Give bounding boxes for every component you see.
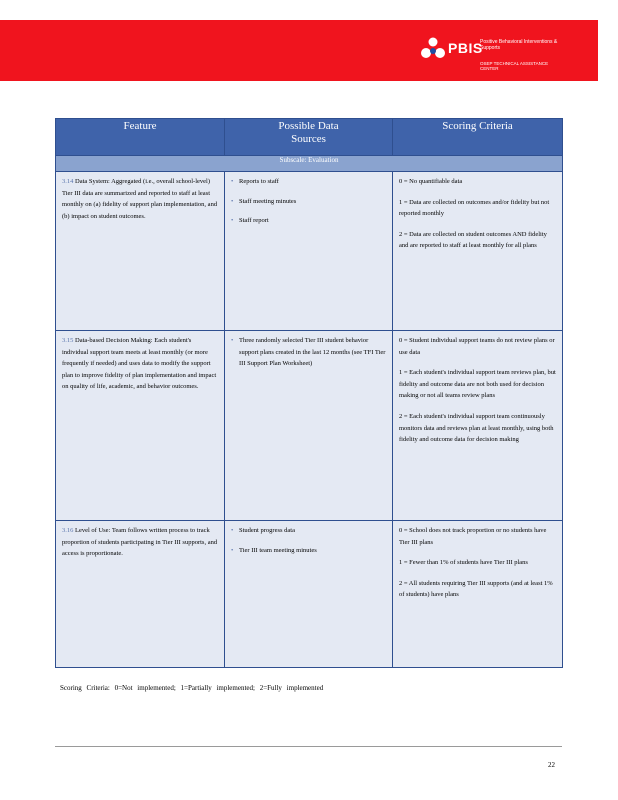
- pbis-logo: [420, 36, 565, 71]
- column-header-data-sources: Possible Data Sources: [225, 119, 393, 156]
- data-sources-cell: [225, 331, 393, 521]
- list-item: • Staff report: [231, 215, 386, 227]
- pbis-people-icon: [420, 36, 446, 62]
- scoring-criteria-cell: [393, 172, 563, 331]
- bullet-icon: •: [231, 337, 234, 344]
- table-row: [56, 331, 563, 521]
- item-number: 3.14: [62, 178, 74, 185]
- list-item: • Staff meeting minutes: [231, 196, 386, 208]
- page-number: 22: [548, 761, 555, 769]
- criterion-2: 2 = All students requiring Tier III supports (and at least 1% of students) have plans: [399, 579, 553, 599]
- scoring-legend: Scoring Criteria: 0=Not implemented; 1=Partially implemented; 2=Fully implemented: [60, 684, 324, 692]
- subscale-label: Subscale: Evaluation: [56, 156, 563, 172]
- bullet-icon: •: [231, 546, 234, 554]
- feature-text: Level of Use: Team follows written process to track proportion of students participating in Tier III supports, and access is proportionate.: [62, 527, 218, 558]
- list-item: • Three randomly selected Tier III student behavior support plans created in the last 12 months (see TFI Tier III Support Plan Worksheet): [231, 337, 386, 368]
- logo-url: OSEP TECHNICAL ASSISTANCE CENTER: [480, 61, 549, 71]
- list-item: • Tier III team meeting minutes: [231, 545, 386, 557]
- feature-cell: [56, 172, 225, 331]
- feature-text: Data System: Aggregated (i.e., overall school-level) Tier III data are summarized and reported to staff at least monthly on (a) fidelity of support plan implementation, and (b) impact on student outcomes.: [62, 178, 218, 220]
- data-sources-cell: [225, 172, 393, 331]
- criterion-0: 0 = School does not track proportion or no students have Tier III plans: [399, 527, 547, 546]
- item-number: 3.15: [62, 337, 74, 344]
- bullet-icon: •: [231, 197, 234, 205]
- criterion-0: 0 = No quantifiable data: [399, 178, 463, 185]
- feature-cell: [56, 331, 225, 521]
- table-row: [56, 521, 563, 668]
- criterion-2: 2 = Data are collected on student outcomes AND fidelity and are reported to staff at least monthly for all plans: [399, 230, 547, 250]
- column-header-feature: Feature: [56, 119, 225, 156]
- scoring-criteria-cell: [393, 521, 563, 668]
- table-row: [56, 172, 563, 331]
- footer-divider: [55, 746, 562, 747]
- bullet-icon: •: [231, 527, 234, 534]
- bullet-icon: •: [231, 217, 234, 225]
- item-number: 3.16: [62, 527, 74, 534]
- criterion-1: 1 = Fewer than 1% of students have Tier III plans: [399, 559, 528, 567]
- table-header-row: [56, 119, 563, 156]
- criterion-1: 1 = Each student's individual support team reviews plan, but fidelity and outcome data are not both used for decision making or not all teams review plans: [399, 369, 556, 400]
- criterion-0: 0 = Student individual support teams do not review plans or use data: [399, 337, 555, 356]
- column-header-scoring-criteria: Scoring Criteria: [393, 119, 563, 156]
- feature-cell: [56, 521, 225, 668]
- criterion-1: 1 = Data are collected on outcomes and/or fidelity but not reported monthly: [399, 198, 550, 218]
- subscale-row: [56, 156, 563, 172]
- logo-subtitle: Positive Behavioral Interventions & Supports: [480, 39, 558, 51]
- scoring-criteria-cell: [393, 331, 563, 521]
- bullet-icon: •: [231, 178, 234, 185]
- list-item: • Student progress data: [231, 525, 386, 537]
- feature-text: Data-based Decision Making: Each student's individual support team meets at least monthly (or more frequently if needed) and uses data to modify the support plan to improve fidelity of plan implementation and impact on quality of life, academic, and behavior outcomes.: [62, 337, 217, 391]
- data-sources-cell: [225, 521, 393, 668]
- logo-brand: PBIS: [448, 40, 483, 56]
- criterion-2: 2 = Each student's individual support team continuously monitors data and reviews plan at least monthly, using both fidelity and outcome data for decision making: [399, 412, 554, 444]
- list-item: • Reports to staff: [231, 176, 386, 188]
- tier3-evaluation-table: [55, 118, 563, 668]
